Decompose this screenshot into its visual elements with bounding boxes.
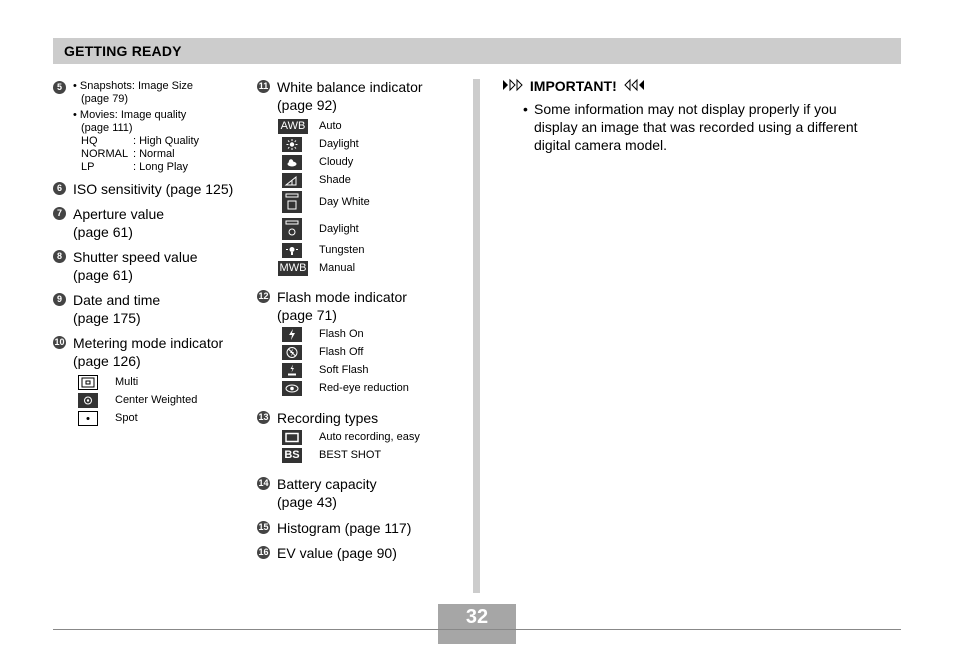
iso-label: ISO sensitivity (page 125)	[73, 181, 234, 197]
item-number-8: 8	[53, 250, 66, 263]
battery-page: (page 43)	[277, 494, 337, 510]
arrows-left-icon	[621, 78, 645, 95]
auto-recording-icon	[282, 430, 302, 445]
important-note	[523, 100, 904, 154]
important-line-3: digital camera model.	[534, 137, 668, 153]
item-number-12: 12	[258, 291, 269, 301]
day-white-fluorescent-icon	[282, 191, 302, 213]
shutter-label: Shutter speed value	[73, 249, 198, 265]
metering-label: Metering mode indicator	[73, 335, 224, 351]
best-shot-label: BEST SHOT	[319, 449, 382, 461]
quality-value-hq: : High Quality	[133, 135, 200, 147]
soft-flash-label: Soft Flash	[319, 364, 369, 376]
multi-label: Multi	[115, 376, 139, 388]
auto-recording-label: Auto recording, easy	[319, 431, 420, 443]
wb-tungsten-label: Tungsten	[319, 244, 365, 256]
soft-flash-icon	[282, 363, 302, 378]
arrows-right-icon	[502, 78, 526, 95]
important-line-1: Some information may not display properly if you	[534, 101, 837, 117]
shade-icon	[282, 173, 302, 188]
quality-key-normal: NORMAL	[81, 148, 129, 160]
shutter-page: (page 61)	[73, 267, 133, 283]
recording-types-label: Recording types	[277, 410, 379, 426]
item-number-10: 10	[54, 337, 65, 347]
quality-key-lp: LP	[81, 161, 95, 173]
spot-metering-icon	[78, 411, 98, 426]
wb-day-white-label: Day White	[319, 196, 370, 208]
flash-on-label: Flash On	[319, 328, 364, 340]
mwb-icon: MWB	[279, 262, 307, 274]
page-section-title: GETTING READY	[64, 43, 182, 59]
item-number-9: 9	[53, 293, 66, 306]
page-number: 32	[438, 604, 516, 644]
bullet: •	[523, 101, 528, 117]
flash-off-label: Flash Off	[319, 346, 364, 358]
wb-manual-label: Manual	[319, 262, 356, 274]
column-divider	[473, 79, 480, 593]
snapshot-size-page: (page 79)	[81, 93, 129, 105]
center-weighted-icon	[78, 393, 98, 408]
quality-value-lp: : Long Play	[133, 161, 189, 173]
flash-mode-page: (page 71)	[277, 307, 337, 323]
wb-shade-label: Shade	[319, 174, 351, 186]
cloudy-icon	[282, 155, 302, 170]
aperture-label: Aperture value	[73, 206, 165, 222]
item-number-15: 15	[258, 522, 269, 532]
wb-daylight-fluor-label: Daylight	[319, 223, 359, 235]
wb-cloudy-label: Cloudy	[319, 156, 354, 168]
wb-auto-label: Auto	[319, 120, 342, 132]
histogram-label: Histogram (page 117)	[277, 520, 412, 536]
item-number-11: 11	[258, 81, 269, 91]
tungsten-icon	[282, 243, 302, 258]
ev-value-label: EV value (page 90)	[277, 545, 397, 561]
important-line-2: display an image that was recorded using a different	[534, 119, 858, 135]
item-number-13: 13	[258, 412, 269, 422]
white-balance-label: White balance indicator	[277, 79, 423, 95]
quality-key-hq: HQ	[81, 135, 98, 147]
item-number-14: 14	[258, 478, 269, 488]
important-title: IMPORTANT!	[529, 78, 617, 94]
flash-off-icon	[282, 345, 302, 360]
snapshot-size-label: • Snapshots: Image Size	[73, 80, 194, 92]
header-bar	[53, 38, 901, 64]
date-time-page: (page 175)	[73, 310, 141, 326]
important-heading	[502, 78, 645, 95]
item-number-7: 7	[53, 207, 66, 220]
movie-quality-label: • Movies: Image quality	[73, 109, 187, 121]
item-number-6: 6	[53, 182, 66, 195]
metering-page: (page 126)	[73, 353, 141, 369]
aperture-page: (page 61)	[73, 224, 133, 240]
date-time-label: Date and time	[73, 292, 161, 308]
spot-label: Spot	[115, 412, 138, 424]
red-eye-icon	[282, 381, 302, 396]
item-number-5: 5	[53, 81, 66, 94]
center-weighted-label: Center Weighted	[115, 394, 198, 406]
movie-quality-page: (page 111)	[81, 122, 133, 134]
footer-rule	[53, 629, 901, 630]
item-number-16: 16	[258, 547, 269, 557]
battery-label: Battery capacity	[277, 476, 377, 492]
wb-daylight-label: Daylight	[319, 138, 359, 150]
red-eye-label: Red-eye reduction	[319, 382, 409, 394]
daylight-sun-icon	[282, 137, 302, 152]
multi-metering-icon	[78, 375, 98, 390]
flash-mode-label: Flash mode indicator	[277, 289, 407, 305]
flash-on-icon	[282, 327, 302, 342]
best-shot-icon: BS	[282, 448, 302, 463]
daylight-fluorescent-icon	[282, 218, 302, 240]
awb-icon: AWB	[278, 119, 308, 134]
white-balance-page: (page 92)	[277, 97, 337, 113]
quality-value-normal: : Normal	[133, 148, 175, 160]
